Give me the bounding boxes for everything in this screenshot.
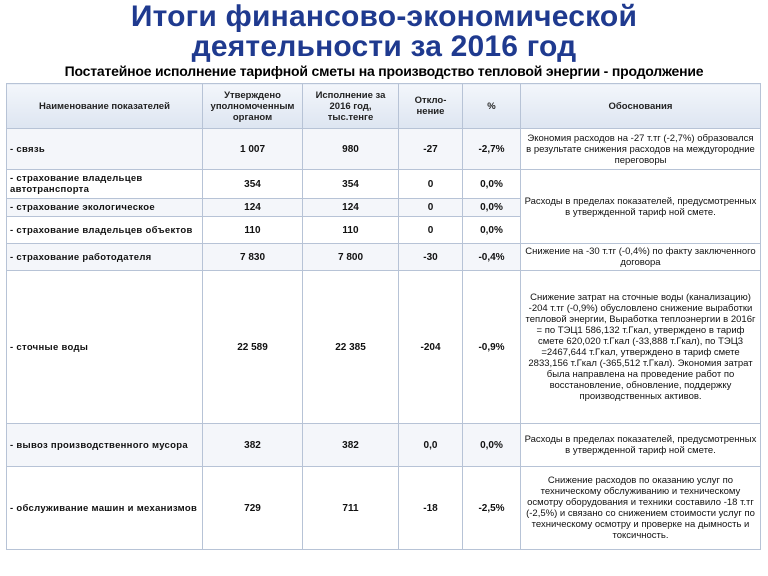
- table-row: [7, 129, 761, 170]
- row-percent: -2,7%: [463, 129, 521, 170]
- row-approved: 124: [203, 199, 303, 217]
- row-deviation: -30: [399, 244, 463, 271]
- col-header-percent: %: [463, 84, 521, 129]
- row-percent: 0,0%: [463, 217, 521, 244]
- page-title: [0, 2, 768, 62]
- row-deviation: 0,0: [399, 424, 463, 467]
- row-executed: 110: [303, 217, 399, 244]
- row-justification: Снижение затрат на сточные воды (канализацию) -204 т.тг (-0,9%) обусловлено снижение выработки тепловой энергии, Выработка теплоэнергии в 2016г = по ТЭЦ1 586,132 т.Гкал, утверждено в тариф смете 620,020 т.Гкал (-33,888 т.Гкал), по ТЭЦ3 =2467,644 т.Гкал, утверждено в тариф смете 2833,156 т.Гкал (-365,512 т.Гкал). Экономия затрат была направлена на проведение работ по восстановление, обновление, поддержку производственных активов.: [521, 271, 761, 424]
- row-name: - страхование работодателя: [7, 244, 203, 271]
- table-row: [7, 467, 761, 550]
- row-executed: 980: [303, 129, 399, 170]
- tariff-execution-table: [6, 83, 761, 550]
- col-header-name: Наименование показателей: [7, 84, 203, 129]
- row-approved: 729: [203, 467, 303, 550]
- row-approved: 354: [203, 170, 303, 199]
- row-name: - обслуживание машин и механизмов: [7, 467, 203, 550]
- row-percent: 0,0%: [463, 199, 521, 217]
- row-name: - вывоз производственного мусора: [7, 424, 203, 467]
- row-justification: Снижение на -30 т.тг (-0,4%) по факту заключенного договора: [521, 244, 761, 271]
- row-approved: 382: [203, 424, 303, 467]
- table-header-row: [7, 84, 761, 129]
- row-percent: 0,0%: [463, 170, 521, 199]
- col-header-executed: Исполнение за 2016 год, тыс.тенге: [303, 84, 399, 129]
- col-header-deviation: Откло-нение: [399, 84, 463, 129]
- page-title-line-1: Итоги финансово-экономической: [130, 0, 638, 33]
- row-deviation: -27: [399, 129, 463, 170]
- row-approved: 22 589: [203, 271, 303, 424]
- page-subtitle: Постатейное исполнение тарифной сметы на производство тепловой энергии - продолжение: [64, 63, 704, 79]
- table-row: [7, 271, 761, 424]
- row-deviation: 0: [399, 217, 463, 244]
- row-deviation: -18: [399, 467, 463, 550]
- row-executed: 22 385: [303, 271, 399, 424]
- page-title-line-2: деятельности за 2016 год: [191, 30, 577, 63]
- row-executed: 382: [303, 424, 399, 467]
- row-percent: 0,0%: [463, 424, 521, 467]
- row-justification: Экономия расходов на -27 т.тг (-2,7%) образовался в результате снижения расходов на междугородние переговоры: [521, 129, 761, 170]
- row-executed: 354: [303, 170, 399, 199]
- table-row: [7, 244, 761, 271]
- row-name: - сточные воды: [7, 271, 203, 424]
- row-deviation: 0: [399, 170, 463, 199]
- row-executed: 7 800: [303, 244, 399, 271]
- col-header-approved: Утверждено уполномоченным органом: [203, 84, 303, 129]
- row-deviation: -204: [399, 271, 463, 424]
- row-deviation: 0: [399, 199, 463, 217]
- row-approved: 1 007: [203, 129, 303, 170]
- row-approved: 7 830: [203, 244, 303, 271]
- row-name: - страхование экологическое: [7, 199, 203, 217]
- row-name: - страхование владельцев объектов: [7, 217, 203, 244]
- row-percent: -2,5%: [463, 467, 521, 550]
- row-justification: Расходы в пределах показателей, предусмотренных в утвержденной тариф ной смете.: [521, 424, 761, 467]
- row-justification: Снижение расходов по оказанию услуг по техническому обслуживанию и техническому осмотру оборудования и техники составило -18 т.тг (-2,5%) и связано со снижением стоимости услуг по техническому осмотру и проверке на дымность и токсичность.: [521, 467, 761, 550]
- table-row: [7, 170, 761, 199]
- row-percent: -0,4%: [463, 244, 521, 271]
- row-percent: -0,9%: [463, 271, 521, 424]
- col-header-justification: Обоснования: [521, 84, 761, 129]
- row-name: - связь: [7, 129, 203, 170]
- insurance-justification: Расходы в пределах показателей, предусмотренных в утвержденной тариф ной смете.: [521, 170, 761, 244]
- row-approved: 110: [203, 217, 303, 244]
- row-name: - страхование владельцев автотранспорта: [7, 170, 203, 199]
- row-executed: 711: [303, 467, 399, 550]
- row-executed: 124: [303, 199, 399, 217]
- table-row: [7, 424, 761, 467]
